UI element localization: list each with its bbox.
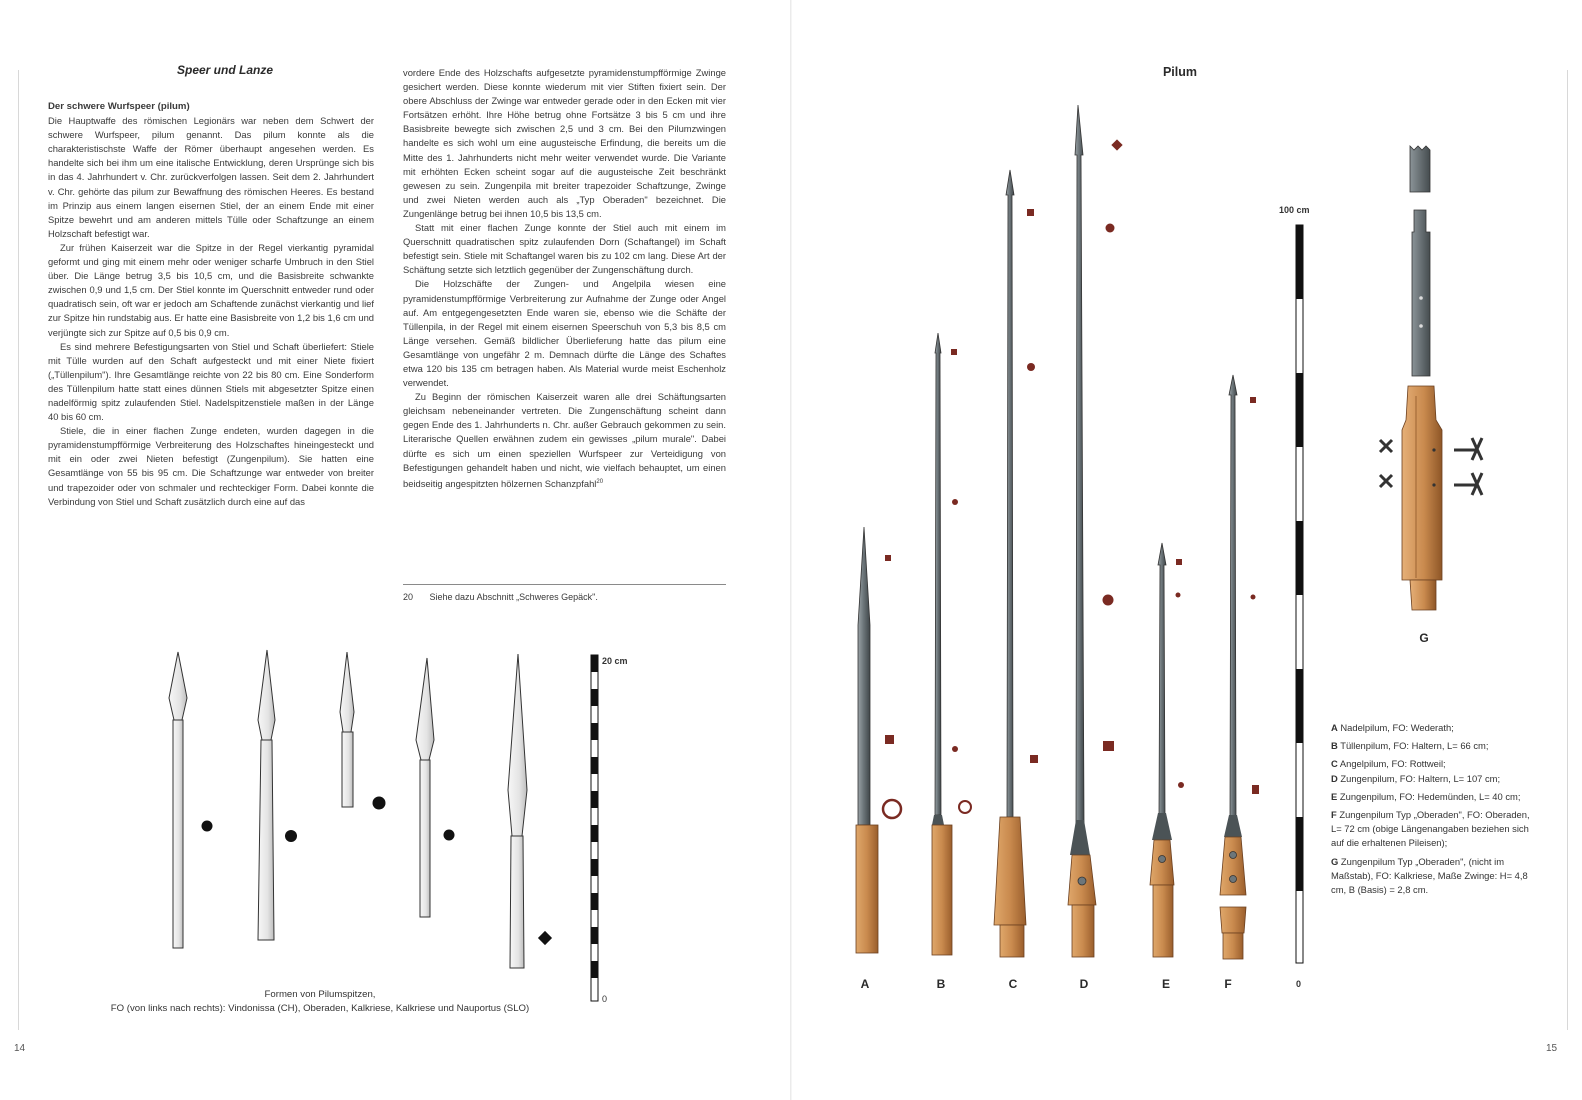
footnote-number: 20 [403, 592, 414, 602]
scale-bar-20cm [590, 655, 600, 1003]
pilum-head-drawing [169, 652, 187, 948]
paragraph: Die Hauptwaffe des römischen Legionärs war neben dem Schwert der schwere Wurfspeer, pilum genannt. Das pilum konnte als die charakteristischste Waffe der Römer überhaupt angesehen werden. Es handelte sich bei ihm um eine italische Entwicklung, deren Ursprünge sich bis in das 4. Jahrhundert v. Chr. zurückverfolgen lassen. Seit dem 2. Jahrhundert v. Chr. gehörte das pilum zur Bewaffnung des römischen Heeres. Es bestand im Prinzip aus einem langen eisernen Stiel, der an einem Ende mit einer Spitze bewehrt und am anderen mittels Tülle oder Schaftzunge an einem Holzschaft befestigt war. [48, 115, 374, 239]
cross-section-c-3 [1030, 755, 1038, 763]
scale-label-100cm: 100 cm [1279, 205, 1310, 215]
cross-section-f-3 [1252, 785, 1259, 794]
paragraph-text: Zu Beginn der römischen Kaiserzeit waren alle drei Schäftungsarten gleichsam nebeneinander vertreten. Die Zungenschäftung scheint dann gegen Ende des 1. Jahrhunderts n. Chr. außer Gebrauch gekommen zu sein. Literarische Quellen erwähnen zudem ein gewisses „pilum murale". Dabei dürfte es sich um einen speziellen Wurfspeer zur Verteidigung von Befestigungen gehandelt haben und nicht, wie vielfach behauptet, um einen beidseitig angespitzten hölzernen Schanzpfahl [403, 391, 726, 489]
figure-caption [40, 988, 600, 1016]
paragraph [403, 390, 726, 491]
plate-legend [1331, 721, 1541, 901]
pilum-head-drawing [340, 652, 354, 807]
cross-section-f-1 [1250, 397, 1256, 403]
scale-label-zero: 0 [602, 994, 608, 1004]
paragraph: vordere Ende des Holzschafts aufgesetzte pyramidenstumpfförmige Zwinge gesichert werden. Diese konnte wiederum mit vier Stiften fixiert sein. Der obere Abschluss der Zwinge war entweder gerade oder in den Ecken mit vier Fortsätzen erhöht. Ihre Höhe betrug ohne Fortsätze 3 bis 5 cm und ihre Basisbreite bewegte sich zwischen 2,5 und 3 cm. Bei den Pilumzwingen handelte es sich wohl um eine augusteische Erfindung, die bereits um die Mitte des 1. Jahrhunderts nicht mehr weiter verwendet wurde. Die Variante mit erhöhten Ecken scheint sogar auf die augusteische Zeit beschränkt gewesen zu sein. Zungenpila mit breiter trapezoider Schaftzunge, Zwinge und zwei Nieten werden auch als „Typ Oberaden" bezeichnet. Die Zungenlänge betrug bei ihnen 10,5 bis 13,5 cm. [403, 67, 726, 219]
text-column-1 [48, 100, 374, 509]
cross-section-c-2 [1027, 363, 1035, 371]
cross-section-b-1 [951, 349, 957, 355]
page-gutter [790, 0, 792, 1100]
legend-item: B Tüllenpilum, FO: Haltern, L= 66 cm; [1331, 740, 1489, 752]
pilum-head-drawing [416, 658, 434, 917]
pilum-e-drawing [1150, 543, 1174, 957]
legend-item: D Zungenpilum, FO: Haltern, L= 107 cm; [1331, 772, 1501, 784]
scale-label-top: 20 cm [602, 656, 628, 666]
text-column-2 [403, 66, 726, 491]
cross-section-f-2 [1251, 595, 1256, 600]
pilum-head-drawing [508, 654, 527, 968]
pilum-head-drawing [258, 650, 275, 940]
left-page-edge [18, 70, 19, 1030]
footnote-rule [403, 584, 726, 585]
cross-section-dot [202, 821, 213, 832]
scale-label-zero-right: 0 [1296, 979, 1302, 989]
label-f: F [1224, 977, 1232, 991]
cross-section-dot [285, 830, 297, 842]
cross-section-e-2 [1176, 593, 1181, 598]
pilum-d-drawing [1068, 105, 1096, 957]
pilum-c-drawing [994, 170, 1026, 957]
legend-item: F Zungenpilum Typ „Oberaden", FO: Oberaden, L= 72 cm (obige Längenangaben beziehen sich auf die erhaltenen Pileisen); [1331, 809, 1530, 849]
page-number-right: 15 [1546, 1043, 1558, 1054]
caption-line: FO (von links nach rechts): Vindonissa (CH), Oberaden, Kalkriese, Kalkriese und Nauportus (SLO) [110, 1003, 530, 1014]
paragraph: Die Holzschäfte der Zungen- und Angelpila wiesen eine pyramidenstumpfförmige Verbreiterung zur Aufnahme der Zunge oder Angel auf. Am entgegengesetzten Ende waren sie, ebenso wie die Schäfte der Tüllenpila, in der Regel mit einem eisernen Speerschuh von 5,3 bis 8,5 cm Länge versehen. Gemäß bildlicher Überlieferung hatte das pilum eine Gesamtlänge von ungefähr 2 m. Demnach dürfte die Länge des Schaftes etwa 120 bis 135 cm betragen haben. Als Material wurde meist Eschenholz verwendet. [403, 278, 726, 389]
pilum-g-detail-illustration [1370, 140, 1500, 620]
page-number-left: 14 [14, 1043, 26, 1054]
label-c: C [1008, 977, 1018, 991]
paragraph: Stiele, die in einer flachen Zunge endeten, wurden dagegen in die pyramidenstumpfförmige Verbreiterung des Holzschaftes hineingesteckt und mit ein oder zwei Nieten befestigt (Zungenpilum). Sie hatten eine Gesamtlänge von 55 bis 95 cm. Die Schaftzunge war entweder von breiter und trapezoider oder von schmaler und rechteckiger Form. Dabei konnte die Verbindung von Stiel und Schaft zusätzlich durch eine auf das [48, 425, 374, 507]
cross-section-e-3 [1178, 782, 1184, 788]
pilum-plate-illustration [840, 95, 1280, 975]
label-b: B [936, 977, 946, 991]
cross-section-e-1 [1176, 559, 1182, 565]
cross-section-d-4 [1103, 741, 1114, 751]
cross-section-a-2 [885, 735, 894, 744]
section-title: Speer und Lanze [176, 63, 274, 77]
paragraph: Statt mit einer flachen Zunge konnte der Stiel auch mit einem im Querschnitt quadratischen spitz zulaufenden Dorn (Schaftangel) im Schaft befestigt sein. Stiele mit Schaftangel waren bis zu 102 cm lang. Diese Art der Schäftung setzte sich letztlich gegenüber der Zungenschäftung durch. [403, 222, 726, 276]
plate-title: Pilum [1162, 65, 1198, 79]
footnote [403, 592, 726, 602]
right-page-edge [1567, 70, 1568, 1030]
footnote-text: Siehe dazu Abschnitt „Schweres Gepäck". [429, 592, 598, 602]
subheading: Der schwere Wurfspeer (pilum) [48, 101, 190, 112]
cross-section-dot [444, 830, 455, 841]
pilum-f-drawing [1220, 375, 1246, 959]
cross-section-d-2 [1106, 224, 1115, 233]
cross-section-square [538, 931, 552, 945]
footnote-reference[interactable]: 20 [596, 478, 604, 485]
pilum-a-drawing [856, 527, 878, 953]
cross-section-d-3 [1103, 595, 1114, 606]
cross-section-d-1 [1111, 139, 1122, 150]
cross-section-b-2 [952, 499, 958, 505]
label-d: D [1079, 977, 1089, 991]
cross-section-b-3 [952, 746, 958, 752]
cross-section-a-1 [885, 555, 891, 561]
paragraph: Es sind mehrere Befestigungsarten von Stiel und Schaft überliefert: Stiele mit Tülle wurden auf den Schaft aufgesteckt und mit einer Niete fixiert („Tüllenpilum"). Ihre Gesamtlänge reichte von 22 bis 80 cm. Eine Sonderform des Tüllenpilum hatte statt eines dünnen Stiels mit abgesetzter Spitze einen nadelförmig spitz zulaufenden Stiel. Nadelspitzenstiele maßen in der Länge 40 bis 60 cm. [48, 340, 374, 423]
cross-section-b-socket [959, 801, 971, 813]
legend-item: C Angelpilum, FO: Rottweil; [1331, 758, 1446, 770]
pilum-b-drawing [932, 333, 952, 955]
cross-section-a-socket [883, 800, 901, 818]
paragraph: Zur frühen Kaiserzeit war die Spitze in der Regel vierkantig pyramidal geformt und ging mit einem mehr oder weniger scharfe Umbruch in den Stiel über. Die Länge betrug 3,5 bis 10,5 cm, und die Basisbreite schwankte zwischen 0,9 und 1,5 cm. Der Stiel konnte im Querschnitt entweder rund oder quadratisch sein, oft war er jedoch am Schaftende zunächst vierkantig und lief zur Spitze hin rundstabig aus. Er hatte eine Basisbreite von 1,2 bis 1,6 cm und verjüngte sich zur Spitze auf 0,5 bis 0,9 cm. [48, 241, 374, 338]
label-g: G [1419, 631, 1429, 645]
label-e: E [1161, 977, 1170, 991]
legend-item: E Zungenpilum, FO: Hedemünden, L= 40 cm; [1331, 790, 1521, 802]
pilum-heads-illustration [150, 640, 630, 990]
cross-section-c-1 [1027, 209, 1034, 216]
legend-item: G Zungenpilum Typ „Oberaden", (nicht im Maßstab), FO: Kalkriese, Maße Zwinge: H= 4,8 cm, B (Basis) = 2,8 cm. [1331, 855, 1528, 896]
cross-section-dot [373, 797, 386, 810]
label-a: A [860, 977, 870, 991]
legend-item: A Nadelpilum, FO: Wederath; [1331, 722, 1454, 733]
scale-bar-100cm [1295, 225, 1305, 965]
caption-line: Formen von Pilumspitzen, [264, 989, 376, 1000]
